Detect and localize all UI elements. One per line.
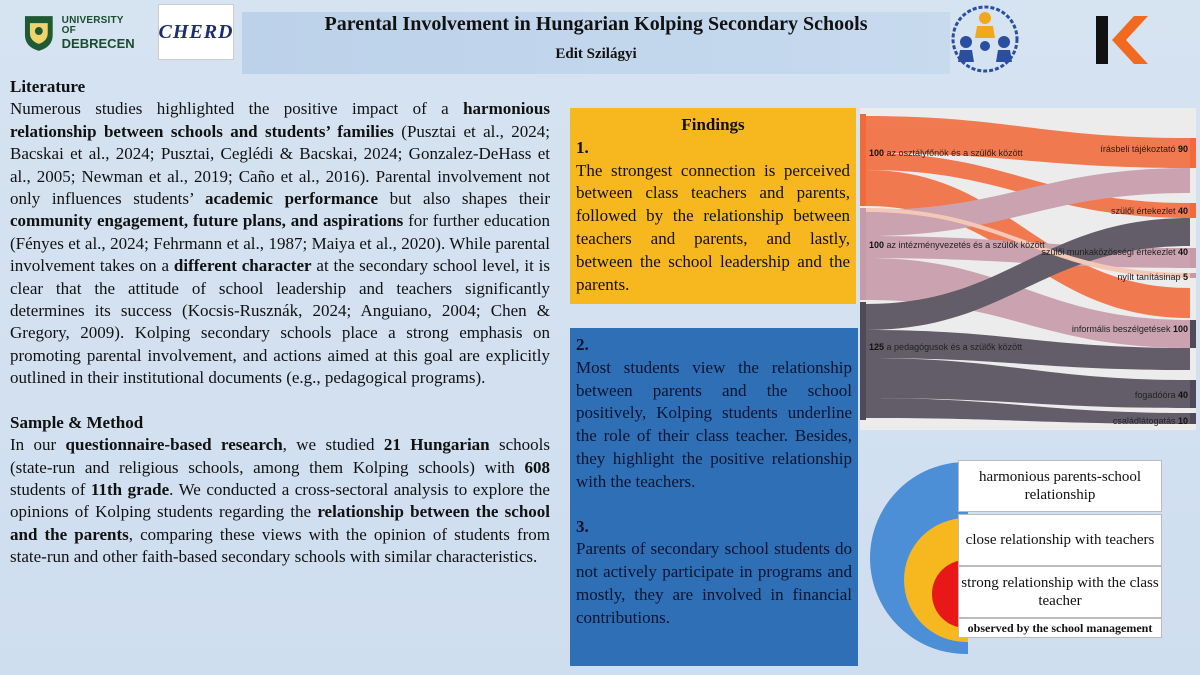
sankey-target-node — [1190, 248, 1196, 268]
method-text: In our questionnaire-based research, we studied 21 Hungarian schools (state-run and religious schools, among them Kolping schools) with 608 students of 11th grade. We conducted a cross-sectoral analysis to explore the opinions of Kolping students regarding the relationship between the school and the parents, comparing these views with the opinion of students from state-run and other faith-based secondary schools with similar characteristics. — [10, 435, 551, 567]
sankey-target-label-3: szülői munkaközösségi értekezlet 40 — [1041, 247, 1188, 257]
sankey-target-node — [1190, 273, 1196, 278]
finding-text-1: The strongest connection is perceived between class teachers and parents, followed by the relationship between teachers and parents, and lastly, between the school leadership and the parents. — [576, 160, 850, 294]
sankey-diagram — [860, 108, 1196, 430]
cherd-logo-text: CHERD — [158, 20, 234, 43]
venn-label-outer: harmonious parents-school relationship — [958, 460, 1162, 512]
sankey-source-node-2 — [860, 208, 866, 300]
venn-label-middle: close relationship with teachers — [958, 514, 1162, 566]
method-heading: Sample & Method — [10, 412, 144, 432]
crest-icon — [22, 13, 56, 53]
sankey-target-node — [1190, 380, 1196, 408]
sankey-source-label-1: 100 az osztályfőnök és a szülők között — [869, 148, 1023, 158]
sankey-source-label-3: 125 a pedagógusok és a szülők között — [869, 342, 1023, 352]
nested-circles-diagram — [868, 458, 968, 658]
university-of-debrecen-logo — [22, 10, 140, 56]
findings-box-1 — [570, 108, 856, 304]
cherd-logo — [158, 4, 234, 60]
sankey-source-node-3 — [860, 302, 866, 420]
finding-number-3: 3. — [576, 516, 589, 536]
title-band — [242, 12, 950, 74]
sankey-target-label-2: szülői értekezlet 40 — [1110, 206, 1188, 216]
author-name: Edit Szilágyi — [555, 46, 637, 62]
sankey-target-node — [1190, 203, 1196, 218]
university-line1: UNIVERSITY OF — [61, 14, 124, 37]
sankey-target-label-1: írásbeli tájékoztató 90 — [1100, 144, 1188, 154]
left-column — [10, 76, 550, 569]
literature-heading: Literature — [10, 77, 86, 96]
university-line2: DEBRECEN — [61, 35, 135, 51]
sankey-target-node — [1190, 320, 1196, 348]
literature-text: Numerous studies highlighted the positive impact of a harmonious relationship between schools and students’ families (Pusztai et al., 2024; Bacskai et al., 2024; Pusztai, Ceglédi & Bacskai, 2024; Gonzalez-DeHass et al., 2005; Newman et al., 2019; Caño et al., 2016). Parental involvement not only influences students’ academic performance but also shapes their community engagement, future plans, and aspirations for further education (Fényes et al., 2024; Fehrmann et al., 1987; Maiya et al., 2020). While parental involvement takes on a different character at the secondary school level, it is clear that the attitude of school leadership and teachers significantly determines its success (Kocsis-Rusznák, 2024; Anguiano, 2004; Chen & Gregory, 2009). Kolping secondary schools place a strong emphasis on promoting parental involvement, and actions aimed at this goal are explicitly outlined in their institutional documents (e.g., pedagogical programs). — [10, 99, 550, 388]
kolping-k-logo — [1090, 10, 1150, 70]
kolping-partnership-logo — [950, 4, 1020, 74]
sankey-target-label-5: informális beszélgetések 100 — [1071, 324, 1188, 334]
sankey-source-label-2: 100 az intézményvezetés és a szülők között — [869, 240, 1045, 250]
sankey-target-label-7: családlátogatás 10 — [1112, 416, 1188, 426]
sankey-target-label-4: nyílt tanításinap 5 — [1117, 272, 1188, 282]
finding-number-1: 1. — [576, 137, 589, 157]
finding-text-3: Parents of secondary school students do not actively participate in programs and mostly, they are involved in financial contributions. — [576, 539, 852, 627]
venn-footer: observed by the school management — [958, 618, 1162, 638]
findings-heading: Findings — [681, 115, 745, 134]
sankey-source-node-1 — [860, 114, 866, 206]
finding-number-2: 2. — [576, 335, 589, 354]
poster-title: Parental Involvement in Hungarian Kolping Secondary Schools — [324, 13, 868, 35]
sankey-target-label-6: fogadóóra 40 — [1134, 390, 1188, 400]
venn-label-inner: strong relationship with the class teacher — [958, 566, 1162, 618]
findings-box-2-3 — [570, 328, 858, 666]
sankey-target-node — [1190, 138, 1196, 168]
sankey-target-node — [1190, 413, 1196, 424]
finding-text-2: Most students view the relationship between parents and the school positively, Kolping students underline the role of their class teacher. Besides, they highlight the positive relationship with the teachers. — [576, 357, 852, 491]
